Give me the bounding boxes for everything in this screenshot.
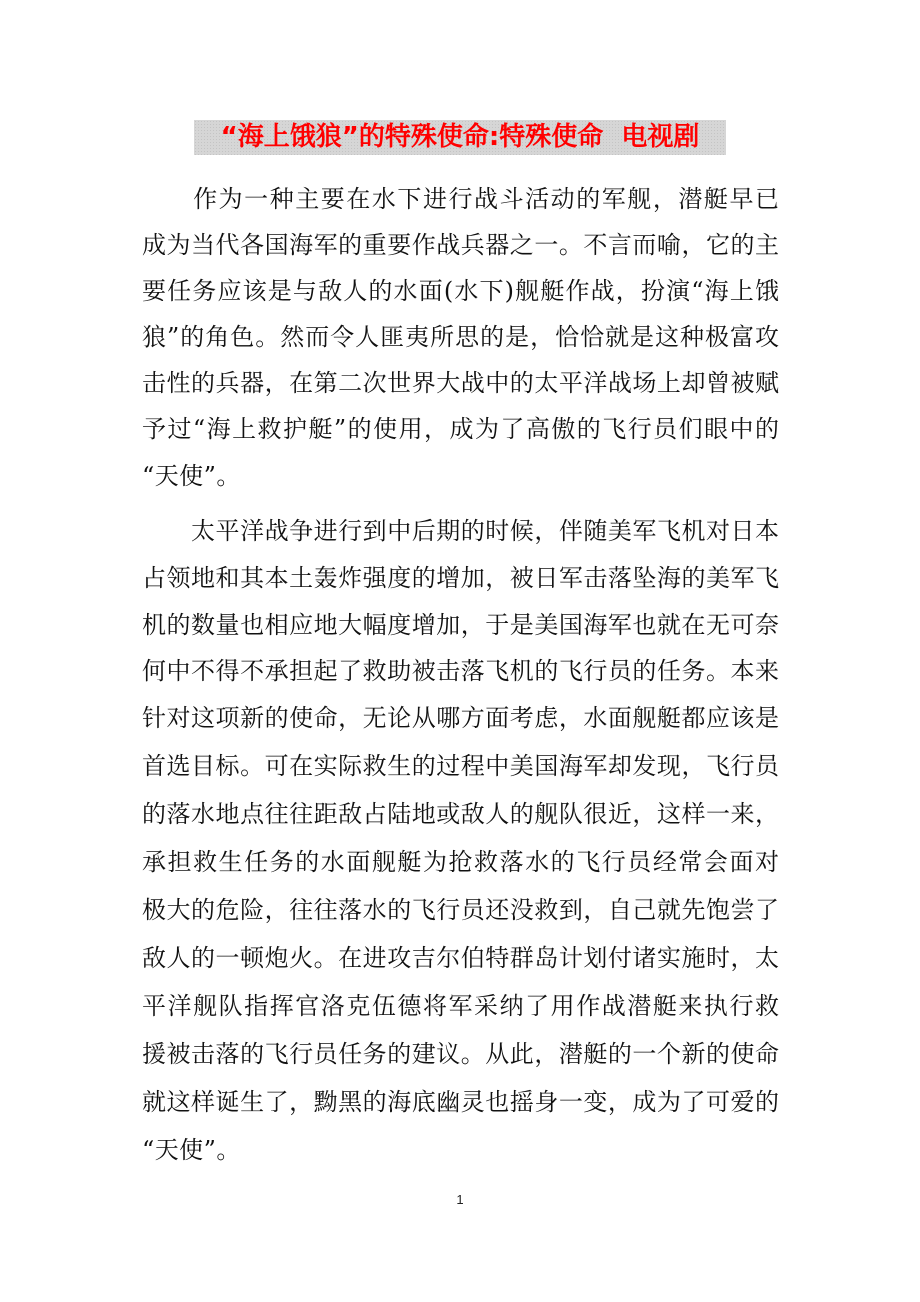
text-line: “天使”。 (142, 462, 241, 490)
title-highlight (194, 120, 726, 155)
text-line: 机的数量也相应地大幅度增加，于是美国海军也就在无可奈 (142, 611, 779, 639)
text-line: 极大的危险，往往落水的飞行员还没救到，自己就先饱尝了 (142, 896, 779, 924)
text-line: 针对这项新的使命，无论从哪方面考虑，水面舰艇都应该是 (142, 704, 779, 732)
text-line: 平洋舰队指挥官洛克伍德将军采纳了用作战潜艇来执行救 (142, 992, 779, 1020)
text-line: 狼”的角色。然而令人匪夷所思的是，恰恰就是这种极富攻 (142, 323, 779, 351)
text-line: 击性的兵器，在第二次世界大战中的太平洋战场上却曾被赋 (142, 369, 779, 397)
text-line: 何中不得不承担起了救助被击落飞机的飞行员的任务。本来 (142, 657, 779, 685)
text-line: 援被击落的飞行员任务的建议。从此，潜艇的一个新的使命 (142, 1040, 779, 1068)
text-line: 就这样诞生了，黝黑的海底幽灵也摇身一变，成为了可爱的 (142, 1088, 779, 1116)
page-title: “海上饿狼”的特殊使命:特殊使命 电视剧 (220, 122, 700, 152)
text-line: 首选目标。可在实际救生的过程中美国海军却发现，飞行员 (142, 752, 779, 780)
text-line: 的落水地点往往距敌占陆地或敌人的舰队很近，这样一来， (142, 800, 779, 828)
text-line: 太平洋战争进行到中后期的时候，伴随美军飞机对日本 (142, 517, 779, 545)
page-number: 1 (456, 1192, 464, 1207)
text-line: 占领地和其本土轰炸强度的增加，被日军击落坠海的美军飞 (142, 564, 779, 592)
text-line: 要任务应该是与敌人的水面(水下)舰艇作战，扮演“海上饿 (142, 277, 779, 305)
text-line: “天使”。 (142, 1136, 241, 1164)
text-line: 作为一种主要在水下进行战斗活动的军舰，潜艇早已 (142, 185, 779, 213)
text-line: 承担救生任务的水面舰艇为抢救落水的飞行员经常会面对 (142, 848, 779, 876)
text-line: 成为当代各国海军的重要作战兵器之一。不言而喻，它的主 (142, 231, 779, 259)
text-line: 敌人的一顿炮火。在进攻吉尔伯特群岛计划付诸实施时，太 (142, 944, 779, 972)
text-line: 予过“海上救护艇”的使用，成为了高傲的飞行员们眼中的 (142, 415, 779, 443)
